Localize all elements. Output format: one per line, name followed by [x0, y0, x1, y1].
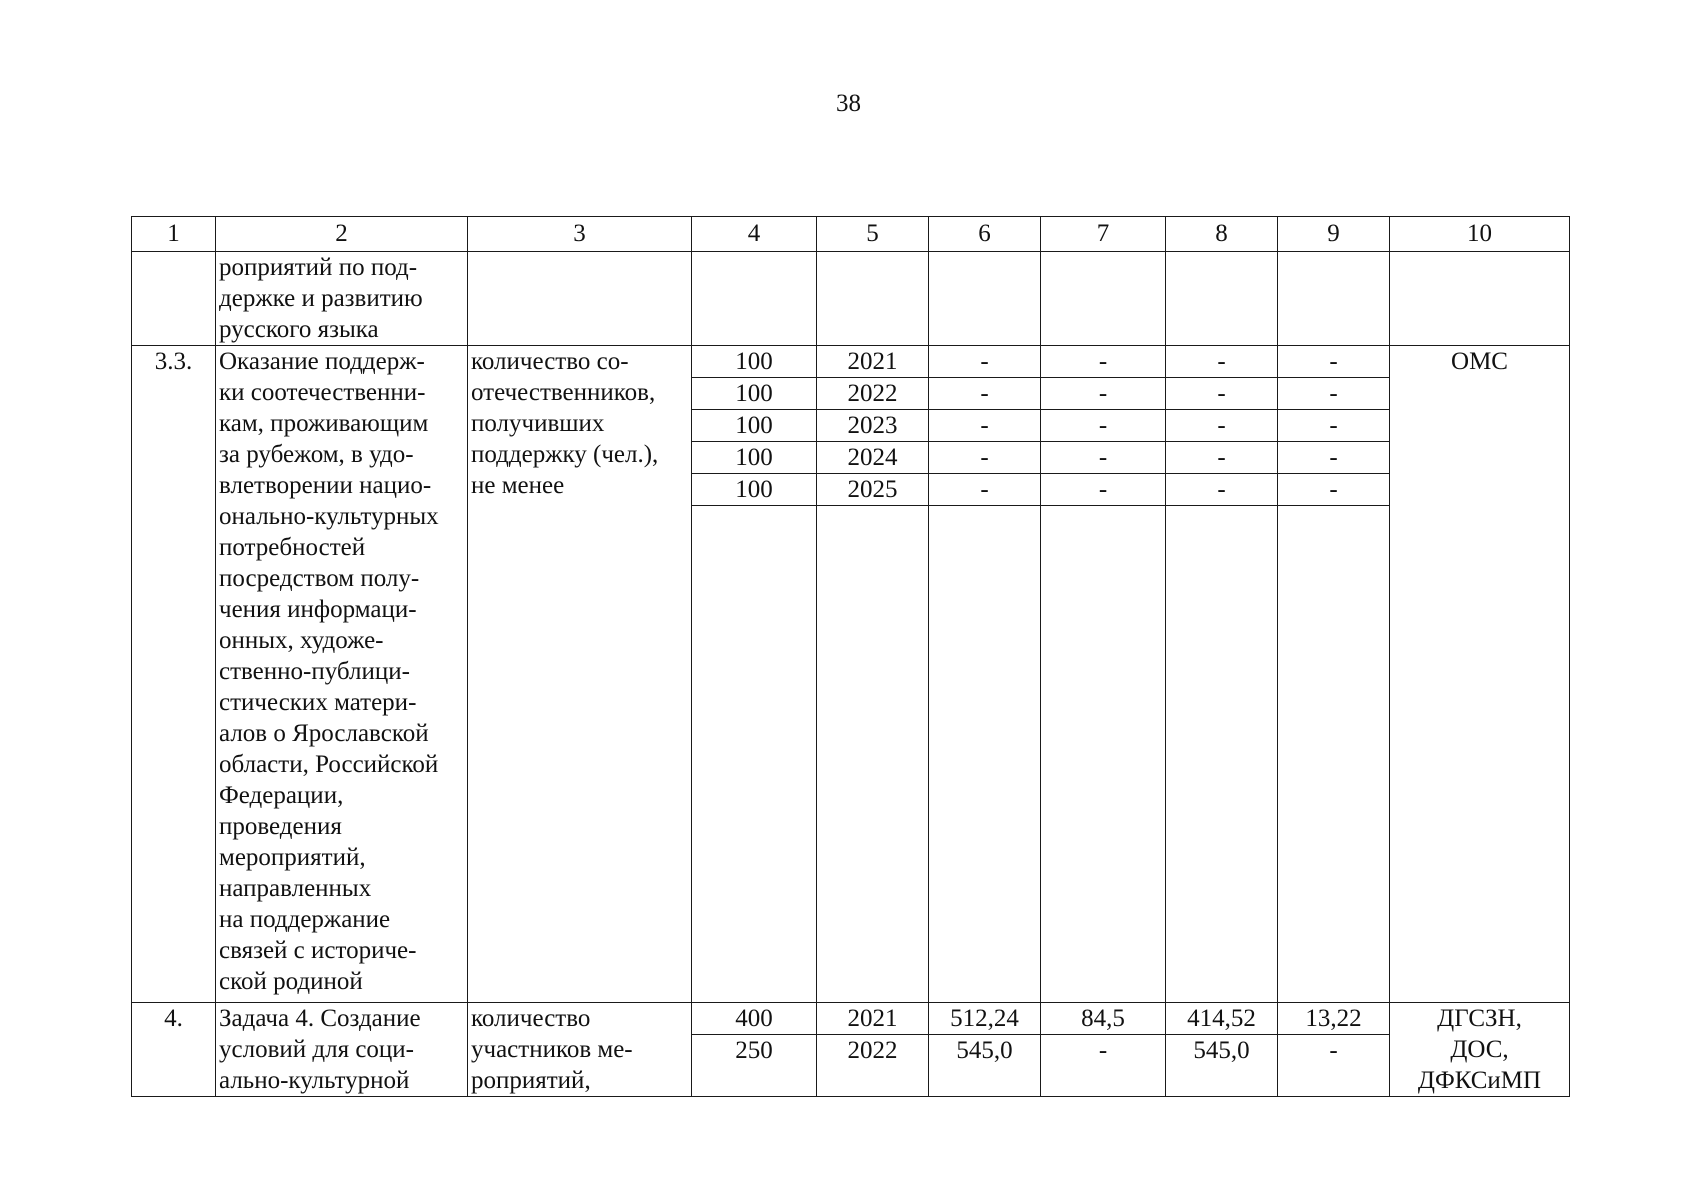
cell-empty: [817, 252, 929, 346]
text-line: ально-культурной: [219, 1067, 410, 1094]
text-line: проведения: [219, 813, 342, 840]
item-number: 4.: [132, 1003, 216, 1097]
text-line: направленных: [219, 875, 372, 902]
header-cell: 3: [468, 217, 692, 252]
cell-empty: [1390, 252, 1570, 346]
year: 2024: [817, 442, 929, 474]
responsible-executor: [1390, 1003, 1570, 1097]
year: 2023: [817, 410, 929, 442]
program-table: [131, 216, 1570, 1097]
table-row: [132, 1003, 1570, 1035]
funding-total: -: [929, 378, 1041, 410]
text-line: количество со-: [471, 348, 629, 375]
cell-empty: [692, 252, 817, 346]
funding-total: 545,0: [929, 1035, 1041, 1097]
year: 2025: [817, 474, 929, 506]
funding-other: -: [1278, 442, 1390, 474]
target-value: 400: [692, 1003, 817, 1035]
text-line: онально-культурных: [219, 503, 439, 530]
funding-other: 13,22: [1278, 1003, 1390, 1035]
cell-empty: [1166, 252, 1278, 346]
item-description: [216, 346, 468, 1003]
cell-empty: [817, 506, 929, 1003]
funding-federal: -: [1041, 1035, 1166, 1097]
header-cell: 2: [216, 217, 468, 252]
responsible-executor: ОМС: [1390, 346, 1570, 1003]
text-line: Федерации,: [219, 782, 344, 809]
text-line: посредством полу-: [219, 565, 420, 592]
year: 2022: [817, 1035, 929, 1097]
cell-empty: [1041, 252, 1166, 346]
text-line: области, Российской: [219, 751, 439, 778]
text-line: влетворении нацио-: [219, 472, 432, 499]
funding-total: 512,24: [929, 1003, 1041, 1035]
target-value: 100: [692, 378, 817, 410]
funding-other: -: [1278, 1035, 1390, 1097]
funding-regional: -: [1166, 346, 1278, 378]
text-line: чения информаци-: [219, 596, 417, 623]
header-cell: 9: [1278, 217, 1390, 252]
cell-empty: [929, 506, 1041, 1003]
cell-empty: [1166, 506, 1278, 1003]
funding-regional: 414,52: [1166, 1003, 1278, 1035]
cell-empty: [468, 252, 692, 346]
text-line: не менее: [471, 472, 565, 499]
item-number: 3.3.: [132, 346, 216, 1003]
text-line: на поддержание: [219, 906, 391, 933]
text-line: ДФКСиМП: [1417, 1067, 1542, 1094]
program-table-container: [131, 216, 1570, 1097]
text-line: ственно-публици-: [219, 658, 410, 685]
continuation-row: [132, 252, 1570, 346]
text-line: связей с историче-: [219, 937, 417, 964]
cell-empty: [929, 252, 1041, 346]
funding-federal: -: [1041, 442, 1166, 474]
funding-regional: -: [1166, 474, 1278, 506]
text-line: роприятий,: [471, 1067, 591, 1094]
funding-federal: -: [1041, 474, 1166, 506]
header-cell: 8: [1166, 217, 1278, 252]
funding-regional: -: [1166, 410, 1278, 442]
target-value: 100: [692, 410, 817, 442]
text-line: стических матери-: [219, 689, 417, 716]
table-row: [132, 346, 1570, 378]
funding-total: -: [929, 474, 1041, 506]
year: 2022: [817, 378, 929, 410]
text-line: получивших: [471, 410, 605, 437]
text-line: отечественников,: [471, 379, 656, 406]
text-line: ской родиной: [219, 968, 363, 995]
text-line: алов о Ярославской: [219, 720, 429, 747]
text-line: мероприятий,: [219, 844, 366, 871]
text-line: условий для соци-: [219, 1036, 415, 1063]
funding-federal: 84,5: [1041, 1003, 1166, 1035]
cell-empty: [1278, 252, 1390, 346]
header-cell: 5: [817, 217, 929, 252]
funding-federal: -: [1041, 378, 1166, 410]
cell-empty: [132, 252, 216, 346]
cell-empty: [692, 506, 817, 1003]
funding-total: -: [929, 410, 1041, 442]
text-line: поддержку (чел.),: [471, 441, 659, 468]
funding-total: -: [929, 442, 1041, 474]
text-line: количество: [471, 1005, 591, 1032]
text-line: кам, проживающим: [219, 410, 429, 437]
text-line: ки соотечественни-: [219, 379, 426, 406]
indicator-description: [468, 1003, 692, 1097]
funding-regional: -: [1166, 378, 1278, 410]
cell-empty: [1278, 506, 1390, 1003]
year: 2021: [817, 1003, 929, 1035]
text-line: онных, художе-: [219, 627, 384, 654]
text-line: участников ме-: [471, 1036, 633, 1063]
continuation-description: [216, 252, 468, 346]
header-row: [132, 217, 1570, 252]
text-line: Задача 4. Создание: [219, 1005, 421, 1032]
item-description: [216, 1003, 468, 1097]
target-value: 100: [692, 474, 817, 506]
funding-other: -: [1278, 474, 1390, 506]
text-line: Оказание поддерж-: [219, 348, 425, 375]
target-value: 100: [692, 442, 817, 474]
funding-regional: 545,0: [1166, 1035, 1278, 1097]
funding-total: -: [929, 346, 1041, 378]
page-number: 38: [836, 90, 861, 117]
funding-regional: -: [1166, 442, 1278, 474]
funding-federal: -: [1041, 346, 1166, 378]
text-line: роприятий по под-: [219, 254, 418, 281]
indicator-description: [468, 346, 692, 1003]
text-line: потребностей: [219, 534, 366, 561]
text-line: ДОС,: [1450, 1036, 1509, 1063]
target-value: 100: [692, 346, 817, 378]
funding-other: -: [1278, 346, 1390, 378]
funding-federal: -: [1041, 410, 1166, 442]
text-line: ДГСЗН,: [1437, 1005, 1522, 1032]
header-cell: 1: [132, 217, 216, 252]
header-cell: 6: [929, 217, 1041, 252]
funding-other: -: [1278, 410, 1390, 442]
header-cell: 10: [1390, 217, 1570, 252]
year: 2021: [817, 346, 929, 378]
funding-other: -: [1278, 378, 1390, 410]
target-value: 250: [692, 1035, 817, 1097]
cell-empty: [1041, 506, 1166, 1003]
text-line: держке и развитию: [219, 285, 423, 312]
text-line: русского языка: [219, 316, 379, 343]
header-cell: 4: [692, 217, 817, 252]
text-line: за рубежом, в удо-: [219, 441, 414, 468]
header-cell: 7: [1041, 217, 1166, 252]
